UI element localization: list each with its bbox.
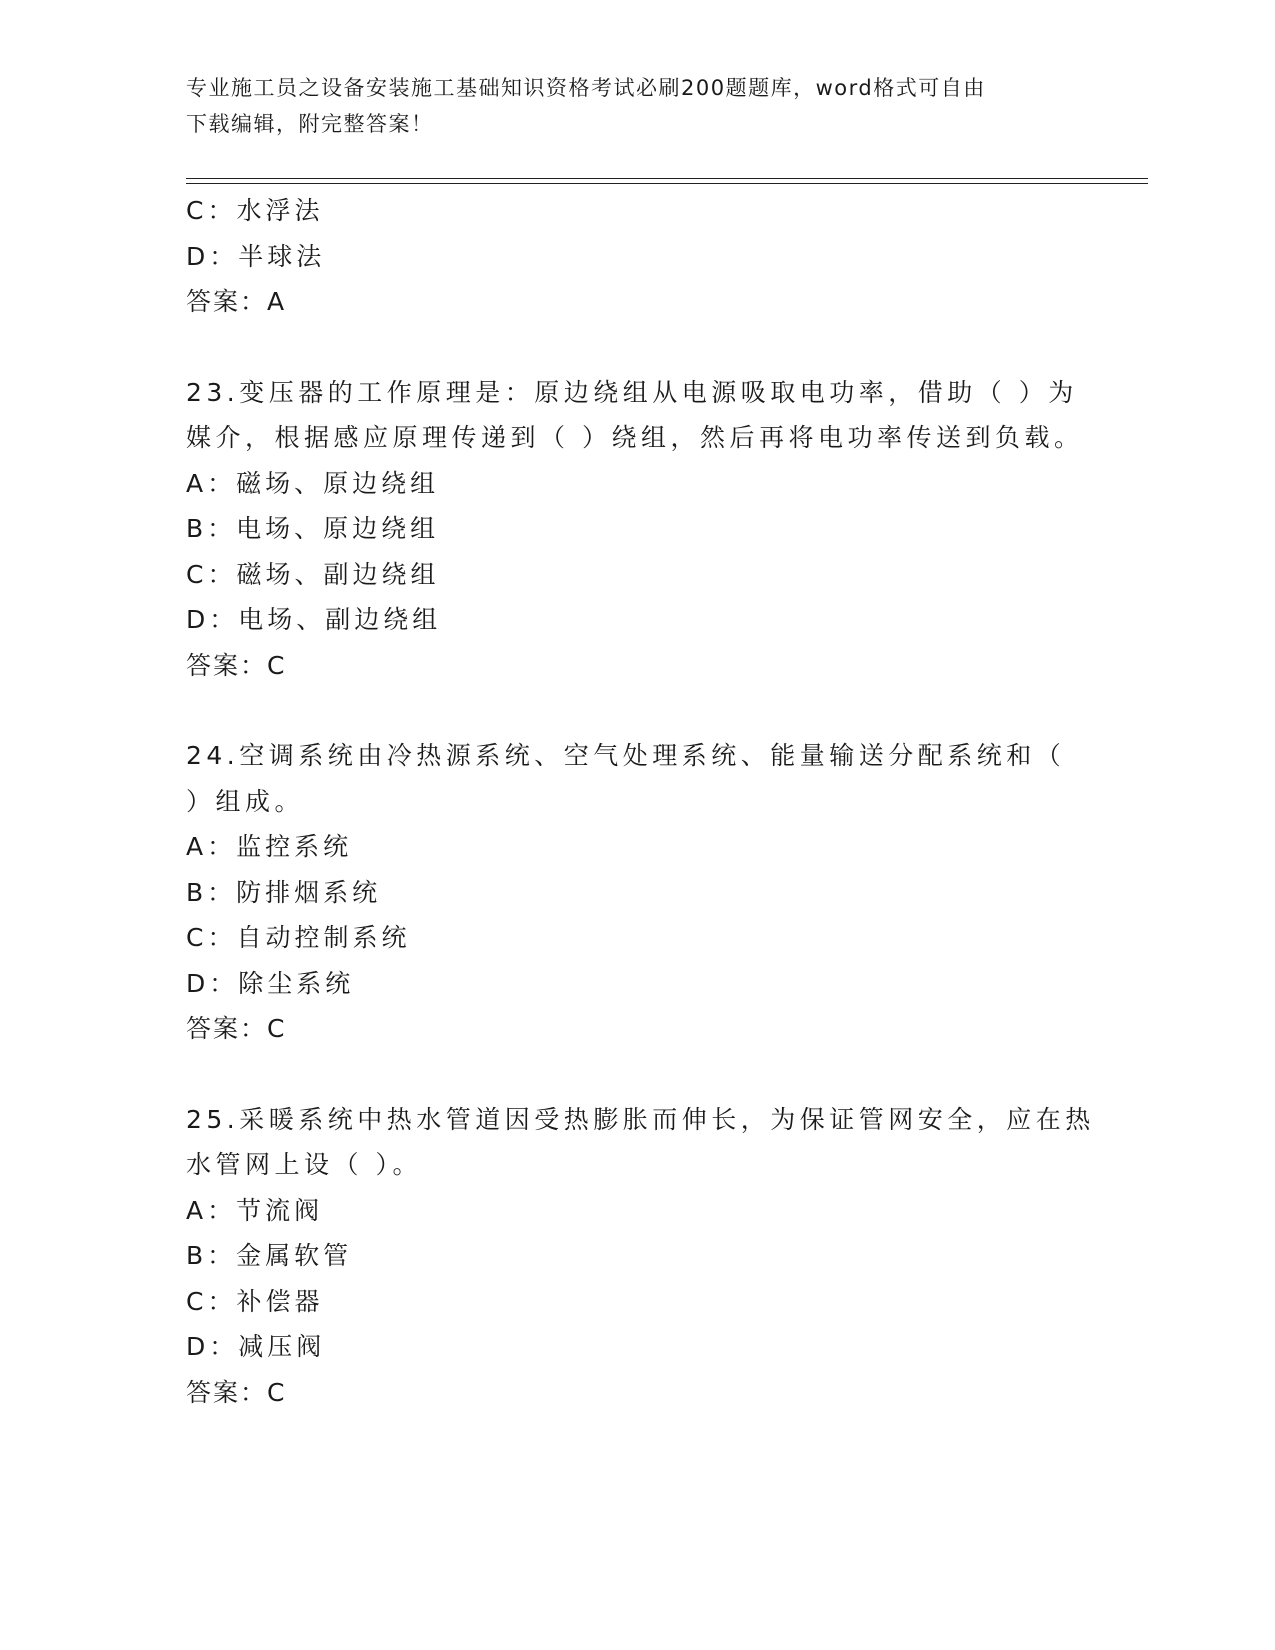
spacer (186, 688, 1086, 733)
option-c: C：补偿器 (186, 1286, 324, 1316)
option-a: A：节流阀 (186, 1195, 324, 1225)
answer-line: 答案：C (186, 650, 287, 680)
header-title-line-1: 专业施工员之设备安装施工基础知识资格考试必刷200题题库，word格式可自由 (186, 76, 986, 100)
question-stem: 24.空调系统由冷热源系统、空气处理系统、能量输送分配系统和（ (186, 741, 1066, 770)
question-stem: ）组成。 (186, 786, 305, 816)
header-title-line-2: 下载编辑，附完整答案！ (186, 112, 434, 136)
option-d: D：减压阀 (186, 1332, 326, 1361)
document-body (186, 188, 1095, 1415)
answer-line: 答案：C (186, 1014, 287, 1043)
option-a: A：磁场、原边绕组 (186, 468, 440, 498)
question-24 (186, 733, 1086, 1052)
question-22-continued (186, 188, 1086, 325)
option-a: A：监控系统 (186, 832, 353, 861)
option-c: C：磁场、副边绕组 (186, 559, 440, 589)
page-header (186, 70, 1066, 142)
question-stem: 媒介，根据感应原理传递到（ ）绕组，然后再将电功率传送到负载。 (186, 423, 1084, 452)
question-stem: 25.采暖系统中热水管道因受热膨胀而伸长，为保证管网安全，应在热 (186, 1104, 1095, 1134)
option-b: B：电场、原边绕组 (186, 514, 440, 543)
option-d: D：电场、副边绕组 (186, 605, 442, 634)
option-c: C：水浮法 (186, 196, 324, 225)
option-d: D：半球法 (186, 241, 326, 271)
option-d: D：除尘系统 (186, 968, 355, 998)
spacer (186, 325, 1086, 370)
spacer (186, 1052, 1086, 1097)
option-b: B：金属软管 (186, 1241, 353, 1270)
answer-line: 答案：A (186, 287, 287, 316)
header-divider (186, 178, 1148, 184)
option-b: B：防排烟系统 (186, 877, 382, 907)
option-c: C：自动控制系统 (186, 923, 411, 952)
question-25 (186, 1097, 1095, 1416)
answer-line: 答案：C (186, 1377, 287, 1407)
question-23 (186, 370, 1086, 689)
question-stem: 23.变压器的工作原理是：原边绕组从电源吸取电功率，借助（ ）为 (186, 377, 1078, 407)
question-stem: 水管网上设（ ）。 (186, 1150, 422, 1179)
